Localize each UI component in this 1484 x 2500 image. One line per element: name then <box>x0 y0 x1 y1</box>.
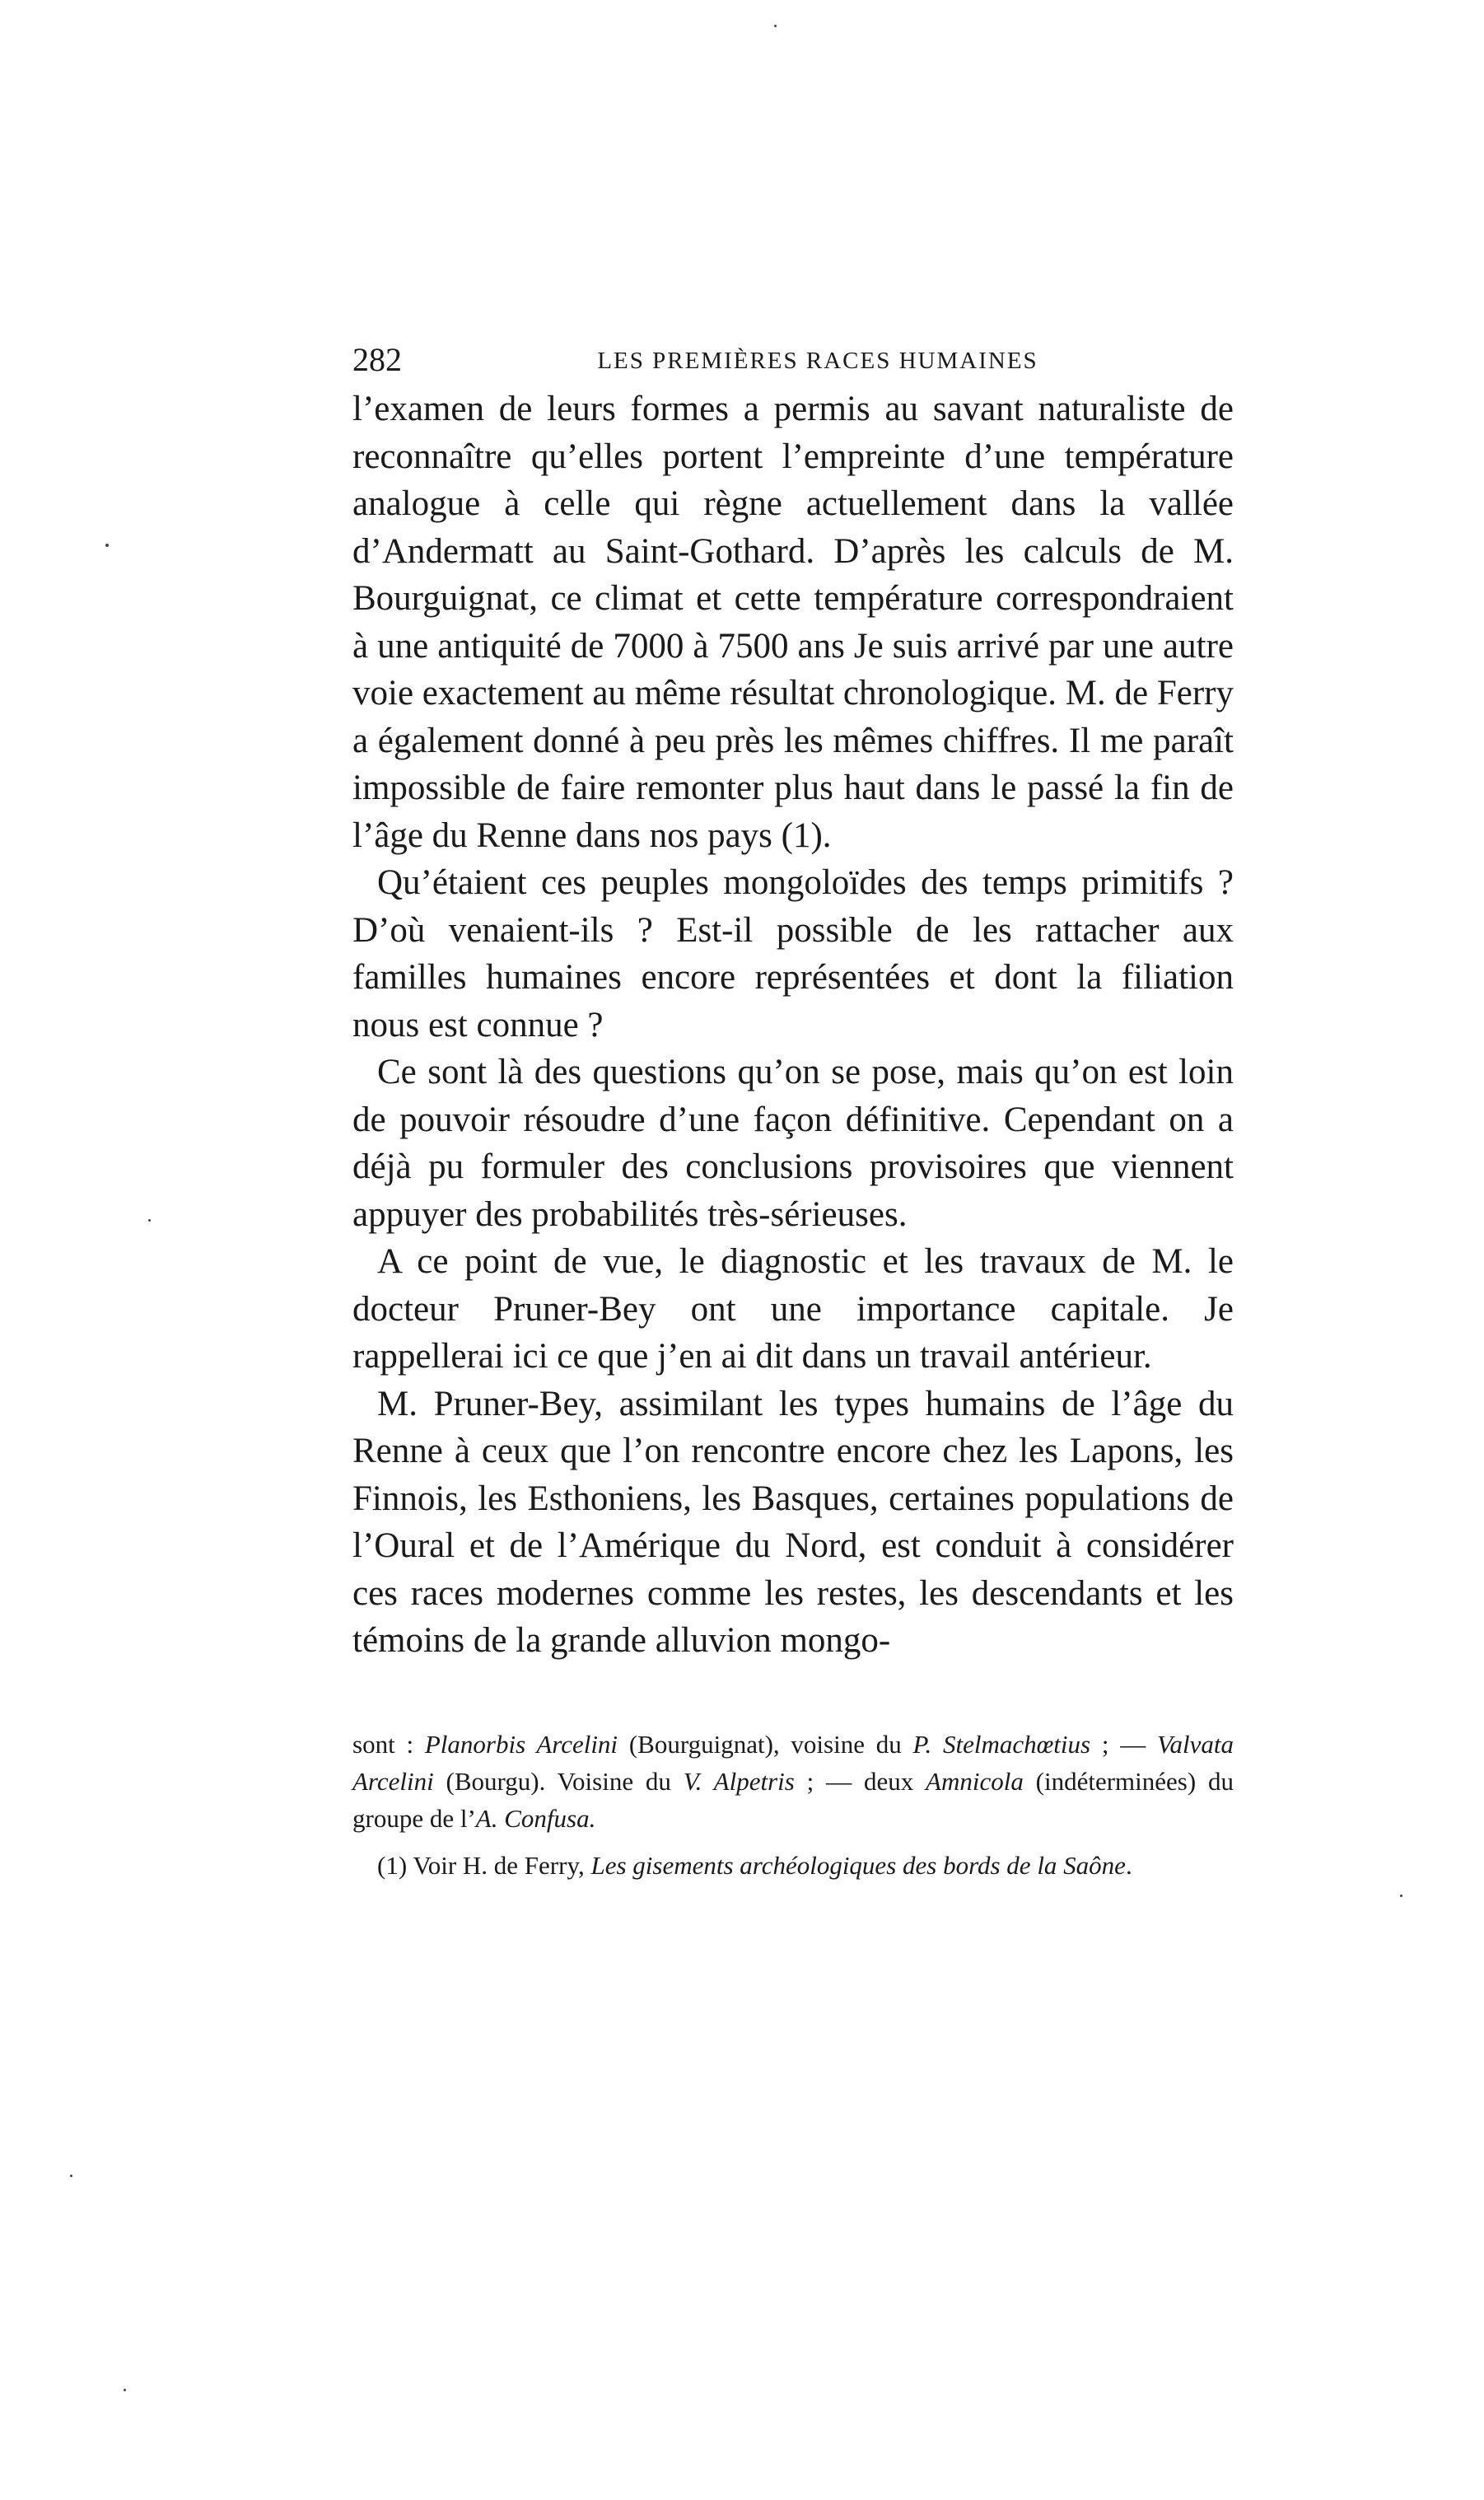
scan-speck <box>105 544 109 547</box>
paragraph: l’examen de leurs formes a permis au savant naturaliste de reconnaître qu’elles portent l’empreinte d’une température analogue à celle qui règne actuellement dans la vallée d’Andermatt au Saint-Gothard. D’après les calculs de M. Bourguignat, ce climat et cette température correspondraient à une antiquité de 7000 à 7500 ans Je suis arrivé par une autre voie exactement au même résultat chronologique. M. de Ferry a également donné à peu près les mêmes chiffres. Il me paraît impossible de faire remonter plus haut dans le passé la fin de l’âge du Renne dans nos pays (1). <box>352 390 1234 855</box>
body-text <box>352 386 1234 1665</box>
footnote-species-name: V. Alpetris <box>683 1767 795 1796</box>
scan-speck <box>70 2175 72 2177</box>
footnote-text: (Bourguignat), voisine du <box>618 1730 913 1759</box>
footnote-species-name: Amnicola <box>926 1767 1024 1796</box>
scan-speck <box>148 1219 151 1222</box>
footnote-species-name: Valvata Arcelini <box>352 1730 1234 1796</box>
scan-speck <box>1400 1895 1402 1897</box>
footnote-species-name: P. Stelmachœtius <box>912 1730 1091 1759</box>
footnote-text: (Bourgu). Voisine du <box>433 1767 684 1796</box>
page-header <box>352 339 1234 381</box>
footnote-species-name: Planorbis Arcelini <box>424 1730 618 1759</box>
paragraph: M. Pruner-Bey, assimilant les types humains de l’âge du Renne à ceux que l’on rencontre encore chez les Lapons, les Finnois, les Esthoniens, les Basques, certaines populations de l’Oural et de l’Amérique du Nord, est conduit à considérer ces races modernes comme les restes, les descendants et les témoins de la grande alluvion mongo- <box>352 1384 1234 1660</box>
paragraph: Ce sont là des questions qu’on se pose, mais qu’on est loin de pouvoir résoudre d’une façon définitive. Cependant on a déjà pu formuler des conclusions provisoires que viennent appuyer des probabilités très-sérieuses. <box>352 1053 1234 1234</box>
footnote-text: sont : <box>352 1730 425 1759</box>
footnote-species-name: A. Confusa. <box>475 1804 596 1833</box>
paragraph: A ce point de vue, le diagnostic et les travaux de M. le docteur Pruner-Bey ont une importance capitale. Je rappellerai ici ce que j’en ai dit dans un travail antérieur. <box>352 1242 1234 1376</box>
paragraph: Qu’étaient ces peuples mongoloïdes des temps primitifs ? D’où venaient-ils ? Est-il possible de les rattacher aux familles humaines encore représentées et dont la filiation nous est connue ? <box>352 863 1234 1044</box>
footnote-text: (1) Voir H. de Ferry, <box>377 1851 591 1880</box>
footnotes <box>352 1726 1234 1884</box>
footnote-book-title: Les gisements archéologiques des bords de la Saône <box>590 1851 1126 1880</box>
running-head: LES PREMIÈRES RACES HUMAINES <box>597 348 1038 374</box>
footnote-1 <box>352 1847 1234 1884</box>
footnote-text: . <box>1125 1851 1132 1880</box>
footnote-text: ; — <box>1090 1730 1158 1759</box>
footnote-text: (indéterminées) du groupe de l’ <box>352 1767 1234 1833</box>
scan-speck <box>124 2389 126 2391</box>
footnote-text: ; — deux <box>794 1767 926 1796</box>
footnote-continuation <box>352 1726 1234 1837</box>
scan-speck <box>774 25 777 27</box>
page-number: 282 <box>352 341 402 378</box>
